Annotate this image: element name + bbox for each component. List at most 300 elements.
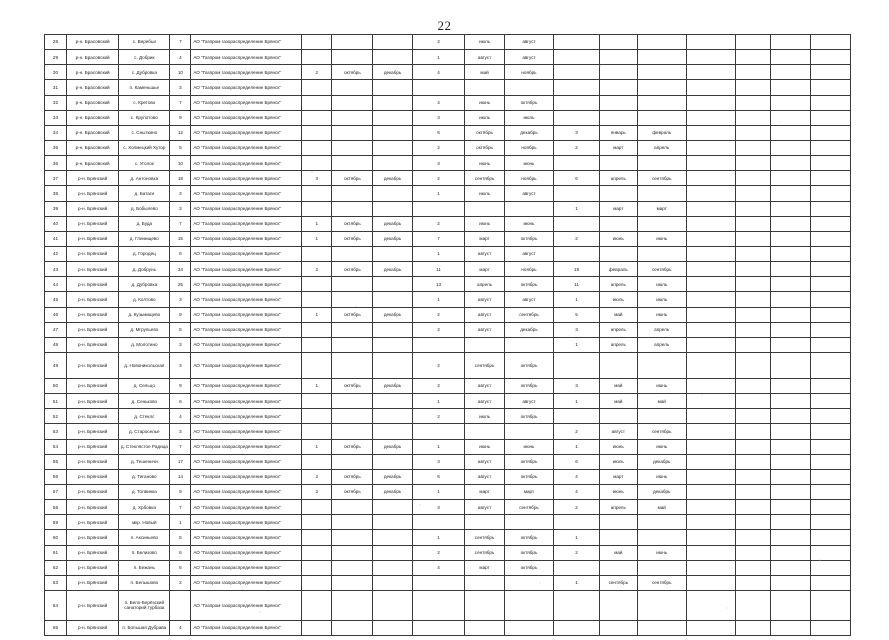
row-number-cell: 42	[45, 246, 67, 261]
empty-2-cell	[735, 500, 771, 515]
organization-cell: АО "Газпром газораспределение Брянск"	[191, 50, 302, 65]
group-c-start-cell: июнь	[600, 231, 638, 246]
district-cell: р-н. Брянский	[66, 409, 118, 424]
group-c-start-cell	[600, 156, 638, 171]
group-b-end-cell	[504, 515, 553, 530]
row-number-cell: 46	[45, 307, 67, 322]
group-b-end-cell: октябрь	[504, 409, 553, 424]
empty-4-cell	[811, 322, 851, 337]
group-a-count-cell	[302, 500, 332, 515]
group-a-start-cell	[332, 560, 373, 575]
row-number-cell: 35	[45, 140, 67, 155]
empty-1-cell	[686, 35, 735, 50]
group-c-count-cell: 2	[554, 424, 600, 439]
group-a-start-cell	[332, 277, 373, 292]
group-a-end-cell: декабрь	[373, 171, 413, 186]
group-c-end-cell	[637, 35, 686, 50]
empty-2-cell	[735, 262, 771, 277]
quantity-cell: 4	[170, 50, 191, 65]
group-c-count-cell: 6	[554, 454, 600, 469]
district-cell: р-н. Брянский	[66, 322, 118, 337]
row-number-cell: 36	[45, 156, 67, 171]
empty-3-cell	[771, 307, 811, 322]
group-b-end-cell	[504, 620, 553, 635]
group-b-count-cell	[412, 590, 464, 620]
empty-2-cell	[735, 110, 771, 125]
empty-2-cell	[735, 530, 771, 545]
group-c-start-cell	[600, 65, 638, 80]
group-c-count-cell	[554, 80, 600, 95]
group-b-count-cell: 1	[412, 394, 464, 409]
group-b-end-cell: март	[504, 484, 553, 499]
group-a-start-cell	[332, 620, 373, 635]
empty-3-cell	[771, 262, 811, 277]
group-c-end-cell: апрель	[637, 322, 686, 337]
row-number-cell: 39	[45, 201, 67, 216]
quantity-cell: 14	[170, 469, 191, 484]
group-c-end-cell: сентябрь	[637, 171, 686, 186]
empty-3-cell	[771, 337, 811, 352]
group-c-count-cell	[554, 590, 600, 620]
organization-cell: АО "Газпром газораспределение Брянск"	[191, 484, 302, 499]
district-cell: р-н. Брасовский	[66, 50, 118, 65]
quantity-cell: 3	[170, 201, 191, 216]
group-a-end-cell	[373, 424, 413, 439]
empty-4-cell	[811, 484, 851, 499]
group-c-count-cell	[554, 110, 600, 125]
group-c-count-cell	[554, 95, 600, 110]
row-number-cell: 47	[45, 322, 67, 337]
table-row	[45, 125, 851, 140]
table-row	[45, 469, 851, 484]
settlement-cell: с. Уголок	[119, 156, 170, 171]
group-b-start-cell: сентябрь	[465, 171, 505, 186]
empty-2-cell	[735, 125, 771, 140]
empty-2-cell	[735, 95, 771, 110]
group-b-count-cell: 1	[412, 246, 464, 261]
organization-cell: АО "Газпром газораспределение Брянск"	[191, 424, 302, 439]
group-b-start-cell: июль	[465, 409, 505, 424]
group-a-count-cell	[302, 246, 332, 261]
empty-2-cell	[735, 35, 771, 50]
group-b-start-cell: август	[465, 307, 505, 322]
group-c-count-cell: 1	[554, 337, 600, 352]
organization-cell: АО "Газпром газораспределение Брянск"	[191, 530, 302, 545]
group-c-count-cell: 1	[554, 530, 600, 545]
empty-3-cell	[771, 35, 811, 50]
group-b-count-cell	[412, 575, 464, 590]
quantity-cell: 1	[170, 515, 191, 530]
settlement-cell: д. Стеклястое Радица	[119, 439, 170, 454]
group-a-start-cell	[332, 530, 373, 545]
group-a-count-cell	[302, 590, 332, 620]
district-cell: р-н. Брянский	[66, 292, 118, 307]
empty-2-cell	[735, 484, 771, 499]
group-a-end-cell	[373, 590, 413, 620]
group-b-start-cell	[465, 424, 505, 439]
table-row	[45, 171, 851, 186]
table-row	[45, 484, 851, 499]
row-number-cell: 50	[45, 378, 67, 393]
group-a-end-cell	[373, 35, 413, 50]
group-b-end-cell: август	[504, 292, 553, 307]
group-b-end-cell: октябрь	[504, 277, 553, 292]
empty-1-cell	[686, 424, 735, 439]
table-row	[45, 95, 851, 110]
group-b-start-cell: август	[465, 246, 505, 261]
empty-2-cell	[735, 560, 771, 575]
empty-2-cell	[735, 620, 771, 635]
group-b-start-cell: июнь	[465, 95, 505, 110]
empty-1-cell	[686, 394, 735, 409]
quantity-cell: 6	[170, 394, 191, 409]
organization-cell: АО "Газпром газораспределение Брянск"	[191, 262, 302, 277]
table-row	[45, 409, 851, 424]
group-c-start-cell	[600, 246, 638, 261]
district-cell: р-н. Брасовский	[66, 95, 118, 110]
group-c-start-cell	[600, 80, 638, 95]
row-number-cell: 54	[45, 439, 67, 454]
group-c-count-cell: 6	[554, 171, 600, 186]
group-c-count-cell: 1	[554, 292, 600, 307]
group-a-count-cell	[302, 620, 332, 635]
group-b-start-cell: сентябрь	[465, 545, 505, 560]
group-a-start-cell	[332, 515, 373, 530]
group-a-end-cell	[373, 201, 413, 216]
table-row	[45, 515, 851, 530]
table-row	[45, 186, 851, 201]
settlement-cell: д. Антоновка	[119, 171, 170, 186]
settlement-cell: с. Сныткино	[119, 125, 170, 140]
group-a-count-cell	[302, 409, 332, 424]
organization-cell: АО "Газпром газораспределение Брянск"	[191, 337, 302, 352]
empty-4-cell	[811, 125, 851, 140]
quantity-cell: 7	[170, 35, 191, 50]
group-c-start-cell: апрель	[600, 337, 638, 352]
group-c-start-cell: апрель	[600, 277, 638, 292]
group-b-count-cell: 3	[412, 454, 464, 469]
group-b-count-cell	[412, 620, 464, 635]
empty-2-cell	[735, 231, 771, 246]
group-a-count-cell	[302, 35, 332, 50]
group-a-end-cell	[373, 322, 413, 337]
group-c-count-cell: 1	[554, 394, 600, 409]
empty-1-cell	[686, 620, 735, 635]
settlement-cell: с. Дубровка	[119, 65, 170, 80]
group-c-start-cell: апрель	[600, 171, 638, 186]
organization-cell: АО "Газпром газораспределение Брянск"	[191, 590, 302, 620]
quantity-cell: 2	[170, 575, 191, 590]
group-a-end-cell	[373, 545, 413, 560]
group-c-end-cell	[637, 95, 686, 110]
group-a-end-cell	[373, 80, 413, 95]
group-b-end-cell: ноябрь	[504, 262, 553, 277]
group-a-end-cell	[373, 277, 413, 292]
group-c-start-cell	[600, 216, 638, 231]
group-b-count-cell: 2	[412, 140, 464, 155]
group-a-end-cell: декабрь	[373, 484, 413, 499]
group-c-count-cell	[554, 352, 600, 378]
group-a-end-cell: декабрь	[373, 439, 413, 454]
empty-4-cell	[811, 140, 851, 155]
organization-cell: АО "Газпром газораспределение Брянск"	[191, 246, 302, 261]
empty-2-cell	[735, 515, 771, 530]
group-b-count-cell: 4	[412, 95, 464, 110]
group-a-end-cell	[373, 575, 413, 590]
group-c-start-cell	[600, 35, 638, 50]
settlement-cell: д. Глинищево	[119, 231, 170, 246]
row-number-cell: 62	[45, 560, 67, 575]
group-b-end-cell	[504, 337, 553, 352]
empty-4-cell	[811, 156, 851, 171]
group-b-end-cell: октябрь	[504, 530, 553, 545]
empty-4-cell	[811, 337, 851, 352]
table-row	[45, 246, 851, 261]
empty-1-cell	[686, 277, 735, 292]
group-c-end-cell: декабрь	[637, 484, 686, 499]
table-row	[45, 262, 851, 277]
group-c-count-cell	[554, 620, 600, 635]
group-c-start-cell	[600, 530, 638, 545]
group-a-count-cell	[302, 394, 332, 409]
group-b-start-cell: август	[465, 394, 505, 409]
group-b-start-cell: август	[465, 454, 505, 469]
group-a-start-cell	[332, 575, 373, 590]
settlement-cell: п. Бежань	[119, 560, 170, 575]
row-number-cell: 65	[45, 620, 67, 635]
row-number-cell: 38	[45, 186, 67, 201]
group-c-end-cell	[637, 216, 686, 231]
group-b-end-cell: август	[504, 50, 553, 65]
group-b-start-cell: март	[465, 560, 505, 575]
empty-4-cell	[811, 80, 851, 95]
group-c-end-cell: апрель	[637, 140, 686, 155]
settlement-cell: д. Дубровка	[119, 277, 170, 292]
group-b-count-cell: 1	[412, 484, 464, 499]
group-a-start-cell	[332, 292, 373, 307]
group-c-count-cell: 1	[554, 439, 600, 454]
group-c-count-cell: 1	[554, 575, 600, 590]
quantity-cell: 6	[170, 560, 191, 575]
empty-2-cell	[735, 307, 771, 322]
group-c-count-cell: 19	[554, 262, 600, 277]
group-b-end-cell: октябрь	[504, 378, 553, 393]
group-b-count-cell: 2	[412, 35, 464, 50]
group-b-count-cell: 4	[412, 560, 464, 575]
group-c-count-cell: 2	[554, 545, 600, 560]
settlement-cell: д. Кузьмищево	[119, 307, 170, 322]
quantity-cell: 3	[170, 352, 191, 378]
group-b-count-cell: 2	[412, 545, 464, 560]
row-number-cell: 64	[45, 590, 67, 620]
group-b-start-cell: март	[465, 262, 505, 277]
group-c-end-cell: май	[637, 500, 686, 515]
row-number-cell: 34	[45, 125, 67, 140]
group-b-count-cell	[412, 80, 464, 95]
quantity-cell: 17	[170, 454, 191, 469]
group-b-end-cell: ноябрь	[504, 65, 553, 80]
empty-1-cell	[686, 575, 735, 590]
group-c-start-cell: апрель	[600, 322, 638, 337]
group-c-start-cell: март	[600, 201, 638, 216]
settlement-cell: д. Новоникольская	[119, 352, 170, 378]
group-c-end-cell	[637, 186, 686, 201]
group-a-end-cell	[373, 500, 413, 515]
group-c-end-cell: март	[637, 201, 686, 216]
group-a-start-cell: октябрь	[332, 65, 373, 80]
group-a-start-cell: октябрь	[332, 439, 373, 454]
group-b-end-cell: октябрь	[504, 469, 553, 484]
row-number-cell: 55	[45, 454, 67, 469]
organization-cell: АО "Газпром газораспределение Брянск"	[191, 186, 302, 201]
group-c-start-cell: июнь	[600, 439, 638, 454]
group-b-start-cell: октябрь	[465, 140, 505, 155]
group-b-start-cell: июль	[465, 110, 505, 125]
district-cell: р-н. Брянский	[66, 620, 118, 635]
group-a-end-cell: декабрь	[373, 262, 413, 277]
organization-cell: АО "Газпром газораспределение Брянск"	[191, 515, 302, 530]
group-c-end-cell: июнь	[637, 439, 686, 454]
quantity-cell: 9	[170, 110, 191, 125]
group-a-end-cell: декабрь	[373, 307, 413, 322]
group-a-count-cell	[302, 322, 332, 337]
empty-3-cell	[771, 277, 811, 292]
group-b-end-cell: сентябрь	[504, 500, 553, 515]
settlement-cell: с. Веребьи	[119, 35, 170, 50]
empty-4-cell	[811, 530, 851, 545]
quantity-cell: 34	[170, 262, 191, 277]
empty-2-cell	[735, 50, 771, 65]
organization-cell: АО "Газпром газораспределение Брянск"	[191, 469, 302, 484]
empty-2-cell	[735, 292, 771, 307]
row-number-cell: 45	[45, 292, 67, 307]
settlement-cell: п. Бело-Берёзский санаторий турбаза	[119, 590, 170, 620]
group-b-start-cell: август	[465, 322, 505, 337]
district-cell: р-н. Брянский	[66, 246, 118, 261]
quantity-cell: 10	[170, 65, 191, 80]
group-b-start-cell: июль	[465, 35, 505, 50]
empty-3-cell	[771, 560, 811, 575]
district-cell: р-н. Брасовский	[66, 110, 118, 125]
settlement-cell: п. Аксиньево	[119, 530, 170, 545]
empty-2-cell	[735, 454, 771, 469]
group-b-start-cell	[465, 515, 505, 530]
group-b-count-cell: 3	[412, 156, 464, 171]
group-c-end-cell: июнь	[637, 545, 686, 560]
organization-cell: АО "Газпром газораспределение Брянск"	[191, 545, 302, 560]
settlement-cell: д. Тиганово	[119, 469, 170, 484]
empty-2-cell	[735, 439, 771, 454]
group-c-end-cell	[637, 620, 686, 635]
empty-3-cell	[771, 439, 811, 454]
group-b-count-cell: 2	[412, 322, 464, 337]
row-number-cell: 58	[45, 500, 67, 515]
organization-cell: АО "Газпром газораспределение Брянск"	[191, 575, 302, 590]
quantity-cell	[170, 590, 191, 620]
empty-3-cell	[771, 322, 811, 337]
empty-3-cell	[771, 171, 811, 186]
settlement-cell: п. Каменьшье	[119, 80, 170, 95]
organization-cell: АО "Газпром газораспределение Брянск"	[191, 231, 302, 246]
quantity-cell: 5	[170, 530, 191, 545]
group-a-count-cell	[302, 545, 332, 560]
empty-3-cell	[771, 378, 811, 393]
group-b-end-cell	[504, 590, 553, 620]
empty-1-cell	[686, 352, 735, 378]
group-a-count-cell: 2	[302, 484, 332, 499]
group-a-end-cell	[373, 292, 413, 307]
empty-3-cell	[771, 95, 811, 110]
district-cell: р-н. Брянский	[66, 186, 118, 201]
group-b-count-cell: 1	[412, 439, 464, 454]
group-a-start-cell	[332, 125, 373, 140]
group-b-end-cell	[504, 201, 553, 216]
group-c-count-cell	[554, 50, 600, 65]
group-c-end-cell: декабрь	[637, 454, 686, 469]
empty-1-cell	[686, 186, 735, 201]
empty-1-cell	[686, 231, 735, 246]
quantity-cell: 6	[170, 545, 191, 560]
group-a-start-cell	[332, 394, 373, 409]
group-c-count-cell	[554, 409, 600, 424]
group-b-count-cell: 2	[412, 216, 464, 231]
empty-1-cell	[686, 125, 735, 140]
settlement-cell: п. Белышово	[119, 575, 170, 590]
group-c-end-cell	[637, 352, 686, 378]
group-a-end-cell	[373, 530, 413, 545]
group-b-end-cell: ноябрь	[504, 140, 553, 155]
organization-cell: АО "Газпром газораспределение Брянск"	[191, 307, 302, 322]
empty-4-cell	[811, 216, 851, 231]
group-c-count-cell: 5	[554, 307, 600, 322]
group-b-end-cell: ноябрь	[504, 171, 553, 186]
row-number-cell: 41	[45, 231, 67, 246]
empty-4-cell	[811, 186, 851, 201]
empty-3-cell	[771, 186, 811, 201]
group-c-count-cell: 4	[554, 484, 600, 499]
group-b-count-cell: 1	[412, 292, 464, 307]
district-cell: р-н. Брасовский	[66, 125, 118, 140]
group-a-end-cell: декабрь	[373, 216, 413, 231]
table-row	[45, 352, 851, 378]
empty-2-cell	[735, 378, 771, 393]
group-a-count-cell	[302, 454, 332, 469]
quantity-cell: 9	[170, 484, 191, 499]
group-a-count-cell	[302, 156, 332, 171]
quantity-cell: 3	[170, 424, 191, 439]
empty-1-cell	[686, 95, 735, 110]
group-a-count-cell	[302, 530, 332, 545]
empty-2-cell	[735, 590, 771, 620]
empty-1-cell	[686, 560, 735, 575]
table-row	[45, 292, 851, 307]
group-a-count-cell: 2	[302, 65, 332, 80]
group-b-end-cell: июнь	[504, 439, 553, 454]
empty-1-cell	[686, 140, 735, 155]
group-c-end-cell	[637, 560, 686, 575]
group-a-start-cell: октябрь	[332, 231, 373, 246]
organization-cell: АО "Газпром газораспределение Брянск"	[191, 352, 302, 378]
empty-1-cell	[686, 292, 735, 307]
settlement-cell: д. Сельцо	[119, 378, 170, 393]
empty-1-cell	[686, 515, 735, 530]
empty-3-cell	[771, 231, 811, 246]
empty-4-cell	[811, 95, 851, 110]
group-a-count-cell	[302, 186, 332, 201]
group-b-count-cell: 2	[412, 171, 464, 186]
group-b-start-cell: август	[465, 50, 505, 65]
group-a-end-cell	[373, 125, 413, 140]
